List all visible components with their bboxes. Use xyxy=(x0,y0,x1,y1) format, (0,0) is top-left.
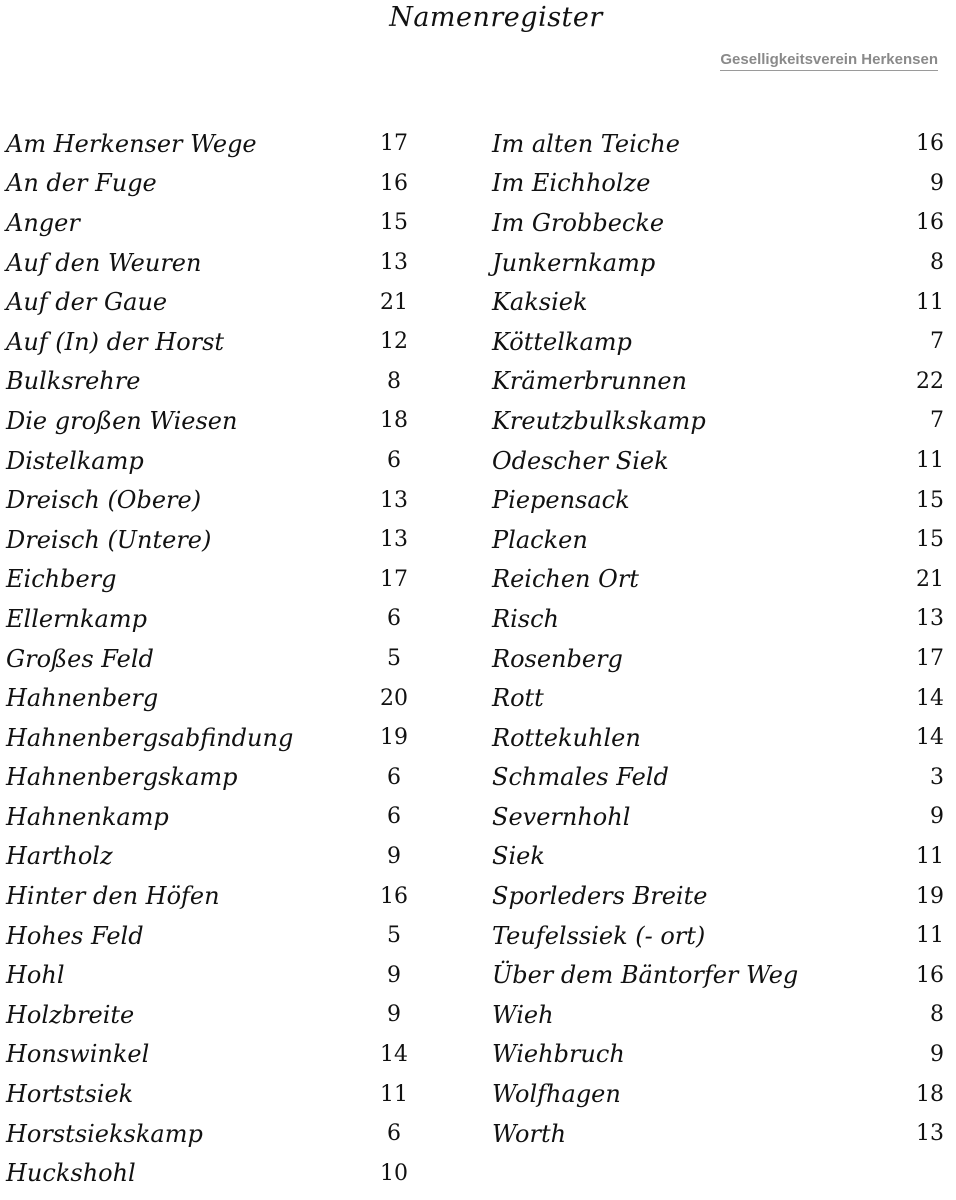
entry-name: Dreisch (Obere) xyxy=(6,486,202,515)
entry-page: 3 xyxy=(930,764,944,790)
entry-name: Hinter den Höfen xyxy=(6,882,220,911)
entry-name: Hohes Feld xyxy=(6,921,144,950)
index-entry xyxy=(492,164,944,204)
entry-page: 9 xyxy=(930,804,944,830)
entry-name: Im alten Teiche xyxy=(492,129,680,158)
index-entry xyxy=(492,401,944,441)
index-entry xyxy=(492,758,944,798)
entry-page: 17 xyxy=(380,131,408,157)
entry-page: 21 xyxy=(916,566,944,592)
entry-page: 8 xyxy=(930,250,944,276)
index-entry xyxy=(492,441,944,481)
entry-page: 6 xyxy=(387,448,401,474)
entry-name: Krämerbrunnen xyxy=(492,367,688,396)
entry-name: Schmales Feld xyxy=(492,763,669,792)
entry-page: 16 xyxy=(916,210,944,236)
entry-name: Wiehbruch xyxy=(492,1040,625,1069)
entry-page: 9 xyxy=(930,170,944,196)
index-entry xyxy=(6,916,418,956)
entry-name: Siek xyxy=(492,842,545,871)
entry-page: 15 xyxy=(916,487,944,513)
entry-page: 15 xyxy=(916,527,944,553)
entry-page: 15 xyxy=(380,210,408,236)
index-entry xyxy=(6,837,418,877)
entry-page: 17 xyxy=(380,566,408,592)
index-entry xyxy=(6,1074,418,1114)
entry-name: Hohl xyxy=(6,961,65,990)
index-entry xyxy=(6,1035,418,1075)
entry-name: Großes Feld xyxy=(6,644,154,673)
entry-page: 20 xyxy=(380,685,408,711)
index-entry xyxy=(6,639,418,679)
index-entry xyxy=(6,362,418,402)
entry-name: Hahnenbergsabfindung xyxy=(6,723,294,752)
index-entry xyxy=(6,243,418,283)
entry-page: 11 xyxy=(916,843,944,869)
index-entry xyxy=(492,124,944,164)
index-entry xyxy=(492,995,944,1035)
entry-page: 13 xyxy=(380,527,408,553)
entry-page: 18 xyxy=(916,1081,944,1107)
entry-page: 16 xyxy=(380,883,408,909)
entry-name: Im Eichholze xyxy=(492,169,651,198)
entry-name: Hahnenberg xyxy=(6,684,159,713)
entry-name: Junkernkamp xyxy=(492,248,656,277)
index-entry xyxy=(6,955,418,995)
index-entry xyxy=(492,639,944,679)
entry-name: Wieh xyxy=(492,1000,554,1029)
entry-name: Hortstsiek xyxy=(6,1080,134,1109)
index-entry xyxy=(6,164,418,204)
entry-name: Dreisch (Untere) xyxy=(6,525,212,554)
entry-name: Worth xyxy=(492,1119,567,1148)
entry-name: An der Fuge xyxy=(6,169,157,198)
entry-page: 14 xyxy=(916,725,944,751)
entry-page: 9 xyxy=(387,843,401,869)
entry-page: 10 xyxy=(380,1160,408,1186)
entry-page: 14 xyxy=(916,685,944,711)
entry-page: 13 xyxy=(380,250,408,276)
index-column-left xyxy=(6,124,418,1193)
entry-page: 7 xyxy=(930,329,944,355)
index-entry xyxy=(6,560,418,600)
index-entry xyxy=(492,1074,944,1114)
index-entry xyxy=(6,718,418,758)
index-entry xyxy=(6,876,418,916)
entry-page: 11 xyxy=(916,923,944,949)
index-entry xyxy=(6,678,418,718)
entry-name: Über dem Bäntorfer Weg xyxy=(492,961,799,990)
index-entry xyxy=(6,599,418,639)
entry-name: Honswinkel xyxy=(6,1040,150,1069)
entry-name: Auf (In) der Horst xyxy=(6,327,225,356)
entry-name: Auf der Gaue xyxy=(6,288,168,317)
index-entry xyxy=(492,718,944,758)
entry-page: 21 xyxy=(380,289,408,315)
index-entry xyxy=(492,955,944,995)
entry-page: 16 xyxy=(916,962,944,988)
entry-name: Die großen Wiesen xyxy=(6,406,238,435)
entry-page: 9 xyxy=(387,1002,401,1028)
index-entry xyxy=(492,1035,944,1075)
entry-page: 6 xyxy=(387,606,401,632)
index-entry xyxy=(492,362,944,402)
entry-page: 9 xyxy=(930,1041,944,1067)
index-entry xyxy=(492,480,944,520)
entry-page: 8 xyxy=(930,1002,944,1028)
entry-name: Am Herkenser Wege xyxy=(6,129,257,158)
index-entry xyxy=(492,322,944,362)
entry-name: Auf den Weuren xyxy=(6,248,202,277)
entry-page: 16 xyxy=(916,131,944,157)
index-entry xyxy=(6,282,418,322)
entry-name: Huckshohl xyxy=(6,1159,136,1188)
entry-name: Wolfhagen xyxy=(492,1080,621,1109)
entry-name: Bulksrehre xyxy=(6,367,141,396)
entry-name: Odescher Siek xyxy=(492,446,669,475)
entry-page: 11 xyxy=(916,448,944,474)
entry-name: Reichen Ort xyxy=(492,565,639,594)
entry-name: Eichberg xyxy=(6,565,117,594)
entry-name: Kaksiek xyxy=(492,288,588,317)
page-title: Namenregister xyxy=(389,2,603,33)
entry-page: 9 xyxy=(387,962,401,988)
index-entry xyxy=(492,876,944,916)
publisher-label: Geselligkeitsverein Herkensen xyxy=(720,51,938,71)
entry-name: Risch xyxy=(492,604,559,633)
entry-page: 18 xyxy=(380,408,408,434)
entry-page: 13 xyxy=(380,487,408,513)
entry-page: 6 xyxy=(387,764,401,790)
index-entry xyxy=(492,560,944,600)
entry-page: 8 xyxy=(387,368,401,394)
entry-name: Rott xyxy=(492,684,544,713)
entry-page: 7 xyxy=(930,408,944,434)
entry-page: 13 xyxy=(916,606,944,632)
index-entry xyxy=(6,1114,418,1154)
entry-page: 19 xyxy=(916,883,944,909)
index-entry xyxy=(6,520,418,560)
entry-name: Piepensack xyxy=(492,486,630,515)
entry-name: Hahnenbergskamp xyxy=(6,763,238,792)
entry-name: Distelkamp xyxy=(6,446,144,475)
entry-name: Placken xyxy=(492,525,588,554)
index-entry xyxy=(492,678,944,718)
entry-page: 11 xyxy=(916,289,944,315)
entry-page: 12 xyxy=(380,329,408,355)
index-entry xyxy=(6,797,418,837)
index-entry xyxy=(492,916,944,956)
entry-page: 19 xyxy=(380,725,408,751)
index-column-right xyxy=(492,124,944,1153)
entry-name: Im Grobbecke xyxy=(492,208,665,237)
index-entry xyxy=(6,401,418,441)
entry-page: 14 xyxy=(380,1041,408,1067)
entry-page: 22 xyxy=(916,368,944,394)
entry-page: 13 xyxy=(916,1121,944,1147)
entry-name: Teufelssiek (- ort) xyxy=(492,921,706,950)
entry-name: Horstsiekskamp xyxy=(6,1119,203,1148)
entry-name: Sporleders Breite xyxy=(492,882,708,911)
entry-name: Anger xyxy=(6,208,80,237)
index-entry xyxy=(492,203,944,243)
index-entry xyxy=(6,758,418,798)
index-entry xyxy=(6,1153,418,1193)
entry-name: Ellernkamp xyxy=(6,604,147,633)
index-entry xyxy=(492,599,944,639)
index-entry xyxy=(6,322,418,362)
entry-name: Hahnenkamp xyxy=(6,802,169,831)
index-entry xyxy=(492,837,944,877)
entry-page: 16 xyxy=(380,170,408,196)
entry-page: 6 xyxy=(387,1121,401,1147)
index-entry xyxy=(492,282,944,322)
entry-name: Köttelkamp xyxy=(492,327,632,356)
index-entry xyxy=(6,124,418,164)
entry-name: Holzbreite xyxy=(6,1000,135,1029)
entry-name: Hartholz xyxy=(6,842,113,871)
entry-name: Severnhohl xyxy=(492,802,631,831)
entry-page: 5 xyxy=(387,923,401,949)
entry-name: Rosenberg xyxy=(492,644,623,673)
index-entry xyxy=(6,203,418,243)
entry-name: Rottekuhlen xyxy=(492,723,641,752)
entry-page: 5 xyxy=(387,646,401,672)
index-entry xyxy=(492,1114,944,1154)
entry-page: 6 xyxy=(387,804,401,830)
entry-page: 17 xyxy=(916,646,944,672)
entry-name: Kreutzbulkskamp xyxy=(492,406,706,435)
index-entry xyxy=(492,520,944,560)
index-entry xyxy=(6,480,418,520)
entry-page: 11 xyxy=(380,1081,408,1107)
index-entry xyxy=(492,243,944,283)
index-entry xyxy=(492,797,944,837)
index-entry xyxy=(6,995,418,1035)
index-entry xyxy=(6,441,418,481)
